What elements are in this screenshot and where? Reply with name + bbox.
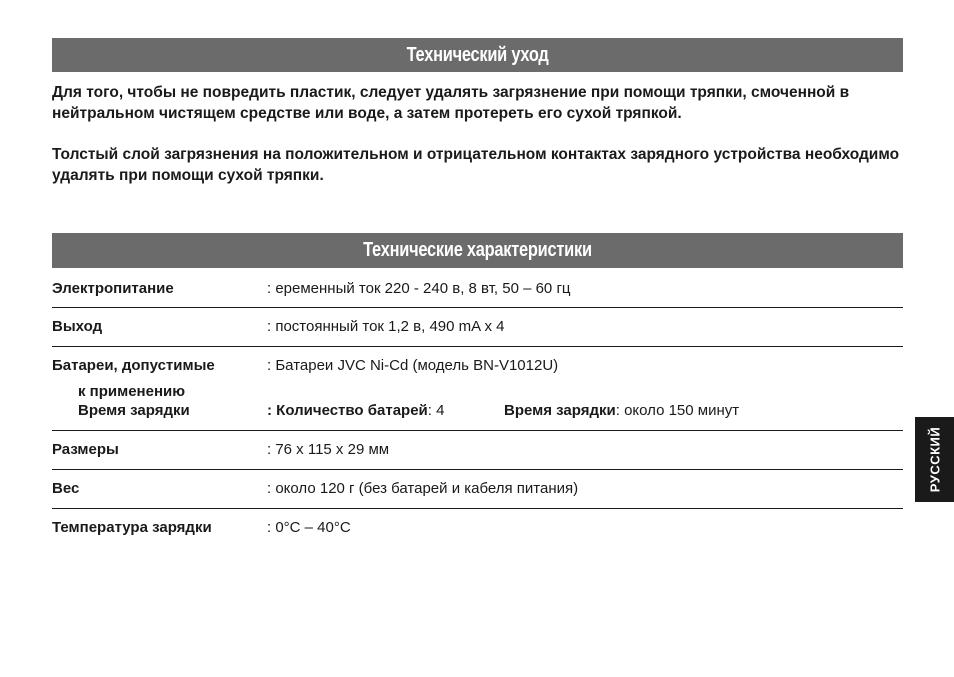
spec-value-charge-time [504,402,739,420]
language-side-tab-label: РУССКИЙ [927,426,942,493]
charge-time-value: : около 150 минут [615,402,740,419]
care-section-title: Технический уход [406,43,549,66]
spec-value-batteries: : Батареи JVC Ni-Cd (модель BN-V1012U) [267,357,559,374]
spec-divider [52,346,903,347]
care-paragraph-1: Для того, чтобы не повредить пластик, следует удалять загрязнение при помощи тряпки, смоченной в нейтральном чистящем средстве или воде, а затем протереть его сухой тряпкой. [52,84,850,122]
spec-label-weight: Вес [52,480,80,497]
charge-count-key: : Количество батарей [267,402,428,419]
care-section-header [52,38,903,72]
care-paragraph-2: Толстый слой загрязнения на положительном и отрицательном контактах зарядного устройства необходимо удалять при помощи сухой тряпки. [52,146,900,184]
spec-label-charge-time: Время зарядки [78,402,190,419]
spec-label-size: Размеры [52,441,119,458]
specs-section-title: Технические характеристики [363,239,592,261]
spec-label-output: Выход [52,318,103,335]
spec-label-temperature: Температура зарядки [52,519,212,536]
specs-section-header [52,233,903,268]
language-side-tab [915,417,954,502]
spec-value-weight: : около 120 г (без батарей и кабеля питания) [267,480,579,497]
spec-divider [52,508,903,509]
charge-time-key: Время зарядки [504,402,616,419]
spec-label-batteries-cont: к применению [78,383,186,400]
spec-value-power: : еременный ток 220 - 240 в, 8 вт, 50 – 60 гц [267,280,571,297]
spec-label-batteries: Батареи, допустимые [52,357,215,374]
spec-divider [52,430,903,431]
charge-count-value: : 4 [427,402,445,419]
spec-value-output: : постоянный ток 1,2 в, 490 mA x 4 [267,318,505,335]
spec-divider [52,307,903,308]
spec-value-temperature: : 0°C – 40°C [267,519,351,536]
spec-label-power: Электропитание [52,280,174,297]
spec-value-charge [267,402,444,420]
spec-divider [52,469,903,470]
spec-value-size: : 76 x 115 x 29 мм [267,441,390,458]
